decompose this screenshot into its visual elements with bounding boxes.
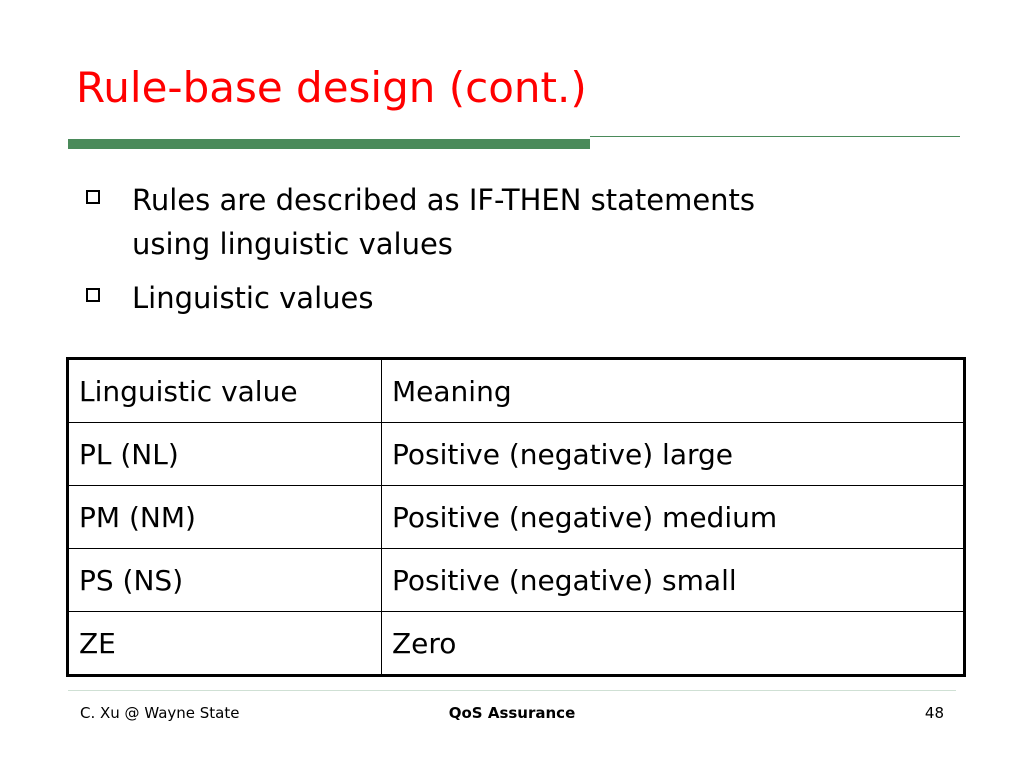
table-cell: Positive (negative) large <box>382 423 965 486</box>
hollow-square-bullet-icon <box>86 190 100 204</box>
table-row <box>68 423 965 486</box>
slide-title: Rule-base design (cont.) <box>76 63 587 112</box>
table-row <box>68 486 965 549</box>
bullet-list <box>80 178 960 330</box>
table-header-cell: Meaning <box>382 359 965 423</box>
footer-divider <box>68 690 956 691</box>
table-cell: Zero <box>382 612 965 676</box>
footer-course-title: QoS Assurance <box>448 704 576 722</box>
bullet-text-line: Linguistic values <box>132 281 374 315</box>
table-header-row <box>68 359 965 423</box>
table-header-cell: Linguistic value <box>68 359 382 423</box>
table-cell: Positive (negative) medium <box>382 486 965 549</box>
title-underline-thin <box>590 136 960 137</box>
table-row <box>68 612 965 676</box>
table-row <box>68 549 965 612</box>
title-underline-thick <box>68 139 590 149</box>
linguistic-values-table <box>66 357 966 677</box>
bullet-item-linguistic-values <box>80 276 960 320</box>
table-cell: ZE <box>68 612 382 676</box>
hollow-square-bullet-icon <box>86 288 100 302</box>
page-number: 48 <box>924 704 944 722</box>
bullet-text-line: Rules are described as IF-THEN statements <box>132 183 756 217</box>
bullet-item-rules <box>80 178 960 266</box>
table-cell: PM (NM) <box>68 486 382 549</box>
footer-author: C. Xu @ Wayne State <box>80 704 240 722</box>
table-cell: PL (NL) <box>68 423 382 486</box>
bullet-text-line: using linguistic values <box>132 227 453 261</box>
table-cell: PS (NS) <box>68 549 382 612</box>
table-cell: Positive (negative) small <box>382 549 965 612</box>
